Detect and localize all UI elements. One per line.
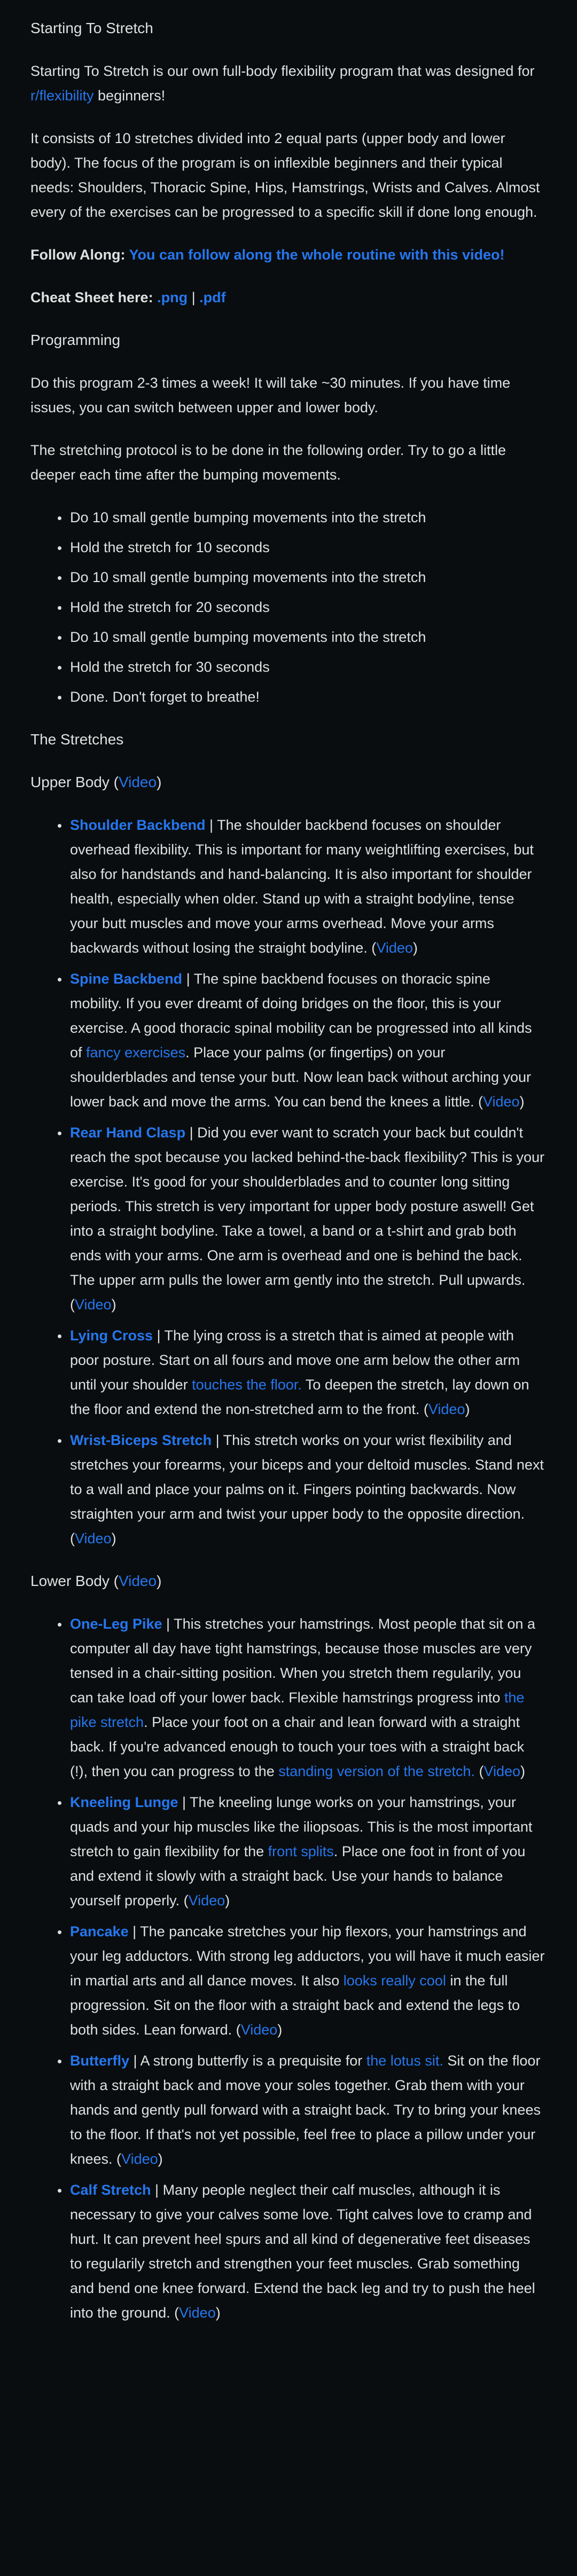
text-run: To deepen the stretch, lay down on the floor and extend the non-stretched arm to the front. ( — [70, 1377, 529, 1417]
stretch-item-shoulder-backbend — [69, 813, 545, 960]
text-run: ) — [277, 2022, 283, 2038]
inline-link[interactable]: the pike stretch — [70, 1690, 525, 1730]
bold-link[interactable]: Spine Backbend — [70, 971, 183, 987]
cheat-sheet-paragraph — [30, 285, 545, 310]
inline-link[interactable]: Video — [118, 1573, 157, 1589]
inline-link[interactable]: the lotus sit. — [366, 2053, 443, 2069]
upper-body-list — [30, 813, 545, 1551]
page-title: Starting To Stretch — [30, 20, 153, 36]
text-run: | The shoulder backbend focuses on shoulder overhead flexibility. This is important for many weightlifting exercises, but also for handstands and hand-balancing. It is also important for shoulder health, especially when older. Stand up with a straight bodyline, tense your butt muscles and move your arms overhead. Move your arms backwards without losing the straight bodyline. ( — [70, 817, 534, 956]
text-run: ) — [465, 1401, 470, 1417]
bold-link[interactable]: .pdf — [199, 289, 226, 305]
inline-link[interactable]: Video — [75, 1297, 112, 1313]
text-run: ) — [158, 2151, 163, 2167]
overview-paragraph: It consists of 10 stretches divided into 2 equal parts (upper body and lower body). The focus of the program is on inflexible beginners and their typical needs: Shoulders, Thoracic Spine, Hips, Hamstrings, Wrists and Calves. Almost every of the exercises can be progressed to a specific skill if done long enough. — [30, 130, 540, 220]
bold-link[interactable]: Butterfly — [70, 2053, 130, 2069]
inline-link[interactable]: looks really cool — [343, 1973, 446, 1989]
inline-link[interactable]: Video — [75, 1530, 112, 1546]
protocol-item: • Hold the stretch for 30 seconds — [69, 655, 545, 679]
stretch-item-calf-stretch — [69, 2178, 545, 2325]
inline-link[interactable]: Video — [240, 2022, 278, 2038]
text-run: ) — [412, 940, 418, 956]
text-run: ) — [157, 774, 162, 790]
inline-link[interactable]: fancy exercises — [86, 1044, 186, 1061]
protocol-item: • Hold the stretch for 20 seconds — [69, 595, 545, 619]
stretch-item-one-leg-pike — [69, 1612, 545, 1784]
bold-link[interactable]: Wrist-Biceps Stretch — [70, 1432, 212, 1448]
text-run: | This stretch works on your wrist flexibility and stretches your forearms, your biceps and your deltoid muscles. Stand next to a wall and place your palms on it. Fingers pointing backwards. Now straighten your arm and twist your upper body to the opposite direction. ( — [70, 1432, 544, 1546]
programming-paragraph-protocol: The stretching protocol is to be done in the following order. Try to go a little deeper each time after the bumping movements. — [30, 442, 506, 483]
bold-link[interactable]: Pancake — [70, 1923, 129, 1939]
stretch-item-lying-cross — [69, 1323, 545, 1421]
text-run: beginners! — [93, 88, 166, 104]
bold-link[interactable]: One-Leg Pike — [70, 1616, 162, 1632]
lower-body-list — [30, 1612, 545, 2325]
inline-link[interactable]: Video — [121, 2151, 158, 2167]
protocol-item: • Do 10 small gentle bumping movements into the stretch — [69, 625, 545, 649]
bold-link[interactable]: Kneeling Lunge — [70, 1794, 178, 1810]
protocol-item: • Do 10 small gentle bumping movements into the stretch — [69, 565, 545, 590]
section-heading-programming: Programming — [30, 332, 121, 348]
inline-link[interactable]: Video — [179, 2305, 216, 2321]
text-run: Upper Body ( — [30, 774, 119, 790]
inline-link[interactable]: Video — [118, 774, 157, 790]
intro-paragraph — [30, 59, 545, 108]
text-run: ) — [215, 2305, 221, 2321]
protocol-item: • Do 10 small gentle bumping movements into the stretch — [69, 505, 545, 530]
inline-link[interactable]: Video — [482, 1094, 520, 1110]
text-run: . Place one foot in front of you and extend it slowly with a straight back. Use your hands to balance yourself properly. ( — [70, 1843, 526, 1909]
text-run: Cheat Sheet here: — [30, 289, 158, 305]
inline-link[interactable]: r/flexibility — [30, 88, 94, 104]
follow-along-paragraph — [30, 242, 545, 267]
text-run: . Place your palms (or fingertips) on your shoulderblades and tense your butt. Now lean back without arching your lower back and move the arms. You can bend the knees a little. ( — [70, 1044, 532, 1110]
stretch-item-rear-hand-clasp — [69, 1120, 545, 1317]
bold-link[interactable]: Lying Cross — [70, 1328, 153, 1344]
text-run: | This stretches your hamstrings. Most people that sit on a computer all day have tight hamstrings, because those muscles are very tensed in a chair-sitting position. When you stretch them regularily, you can take load off your lower back. Flexible hamstrings progress into — [70, 1616, 535, 1706]
text-run: | A strong butterfly is a prequisite for — [129, 2053, 367, 2069]
inline-link[interactable]: touches the floor. — [192, 1377, 302, 1393]
text-run: | The lying cross is a stretch that is aimed at people with poor posture. Start on all fours and move one arm below the other arm until your shoulder — [70, 1328, 520, 1393]
text-run: Sit on the floor with a straight back and move your soles together. Grab them with your hands and gently pull forward with a straight back. Try to bring your knees to the floor. If that's not yet possible, feel free to place a pillow under your knees. ( — [70, 2053, 541, 2167]
text-run: ( — [474, 1763, 484, 1779]
stretch-item-spine-backbend — [69, 967, 545, 1114]
text-run: . Place your foot on a chair and lean forward with a straight back. If you're advanced enough to touch your toes with a straight back (!), then you can progress to the — [70, 1714, 525, 1779]
text-run: ) — [225, 1892, 230, 1909]
text-run: | Many people neglect their calf muscles, although it is necessary to give your calves some love. Tight calves love to cramp and hurt. It can prevent heel spurs and all kind of degenerative feet diseases to regularily stretch and strengthen your feet muscles. Grab something and bend one knee forward. Extend the back leg and try to push the heel into the ground. ( — [70, 2182, 535, 2321]
text-run: in the full progression. Sit on the floor with a straight back and extend the legs to both sides. Lean forward. ( — [70, 1973, 520, 2038]
inline-link[interactable]: standing version of the stretch. — [278, 1763, 475, 1779]
text-run: | The spine backbend focuses on thoracic spine mobility. If you ever dreamt of doing bridges on the floor, this is your exercise. A good thoracic spinal mobility can be progressed into all kinds of — [70, 971, 532, 1061]
upper-body-heading — [30, 770, 545, 795]
stretch-item-butterfly — [69, 2048, 545, 2171]
protocol-list — [30, 505, 545, 709]
text-run: ) — [520, 1763, 526, 1779]
stretch-item-wrist-biceps-stretch — [69, 1428, 545, 1551]
bold-link[interactable]: Calf Stretch — [70, 2182, 151, 2198]
stretch-item-kneeling-lunge — [69, 1790, 545, 1913]
inline-link[interactable]: Video — [376, 940, 413, 956]
inline-link[interactable]: Video — [188, 1892, 225, 1909]
text-run: ) — [111, 1530, 116, 1546]
inline-link[interactable]: Video — [428, 1401, 465, 1417]
text-run: Starting To Stretch is our own full-body flexibility program that was designed for — [30, 63, 535, 79]
text-run: | — [188, 289, 200, 305]
section-heading-the-stretches: The Stretches — [30, 731, 124, 748]
text-run: | Did you ever want to scratch your back but couldn't reach the spot because you lacked behind-the-back flexibility? This is your exercise. It's good for your shoulderblades and to counter long sitting periods. This stretch is very important for upper body posture aswell! Get into a straight bodyline. Take a towel, a band or a t-shirt and grab both ends with your arms. One arm is overhead and one is behind the back. The upper arm pulls the lower arm gently into the stretch. Pull upwards. ( — [70, 1125, 544, 1313]
text-run: ) — [519, 1094, 525, 1110]
text-run: | The pancake stretches your hip flexors, your hamstrings and your leg adductors. With strong leg adductors, you will have it much easier in martial arts and all dance moves. It also — [70, 1923, 545, 1989]
text-run: Follow Along: — [30, 247, 129, 263]
protocol-item: • Done. Don't forget to breathe! — [69, 685, 545, 709]
inline-link[interactable]: front splits — [268, 1843, 334, 1859]
programming-paragraph-frequency: Do this program 2-3 times a week! It will take ~30 minutes. If you have time issues, you can switch between upper and lower body. — [30, 375, 511, 415]
protocol-item: • Hold the stretch for 10 seconds — [69, 535, 545, 560]
stretch-item-pancake — [69, 1919, 545, 2042]
text-run: ) — [157, 1573, 162, 1589]
lower-body-heading — [30, 1569, 545, 1593]
bold-link[interactable]: You can follow along the whole routine with this video! — [129, 247, 505, 263]
bold-link[interactable]: Shoulder Backbend — [70, 817, 206, 833]
bold-link[interactable]: .png — [157, 289, 188, 305]
text-run: ) — [111, 1297, 116, 1313]
inline-link[interactable]: Video — [484, 1763, 521, 1779]
bold-link[interactable]: Rear Hand Clasp — [70, 1125, 186, 1141]
text-run: | The kneeling lunge works on your hamstrings, your quads and your hip muscles like the iliopsoas. This is the most important stretch to gain flexibility for the — [70, 1794, 533, 1859]
text-run: Lower Body ( — [30, 1573, 119, 1589]
